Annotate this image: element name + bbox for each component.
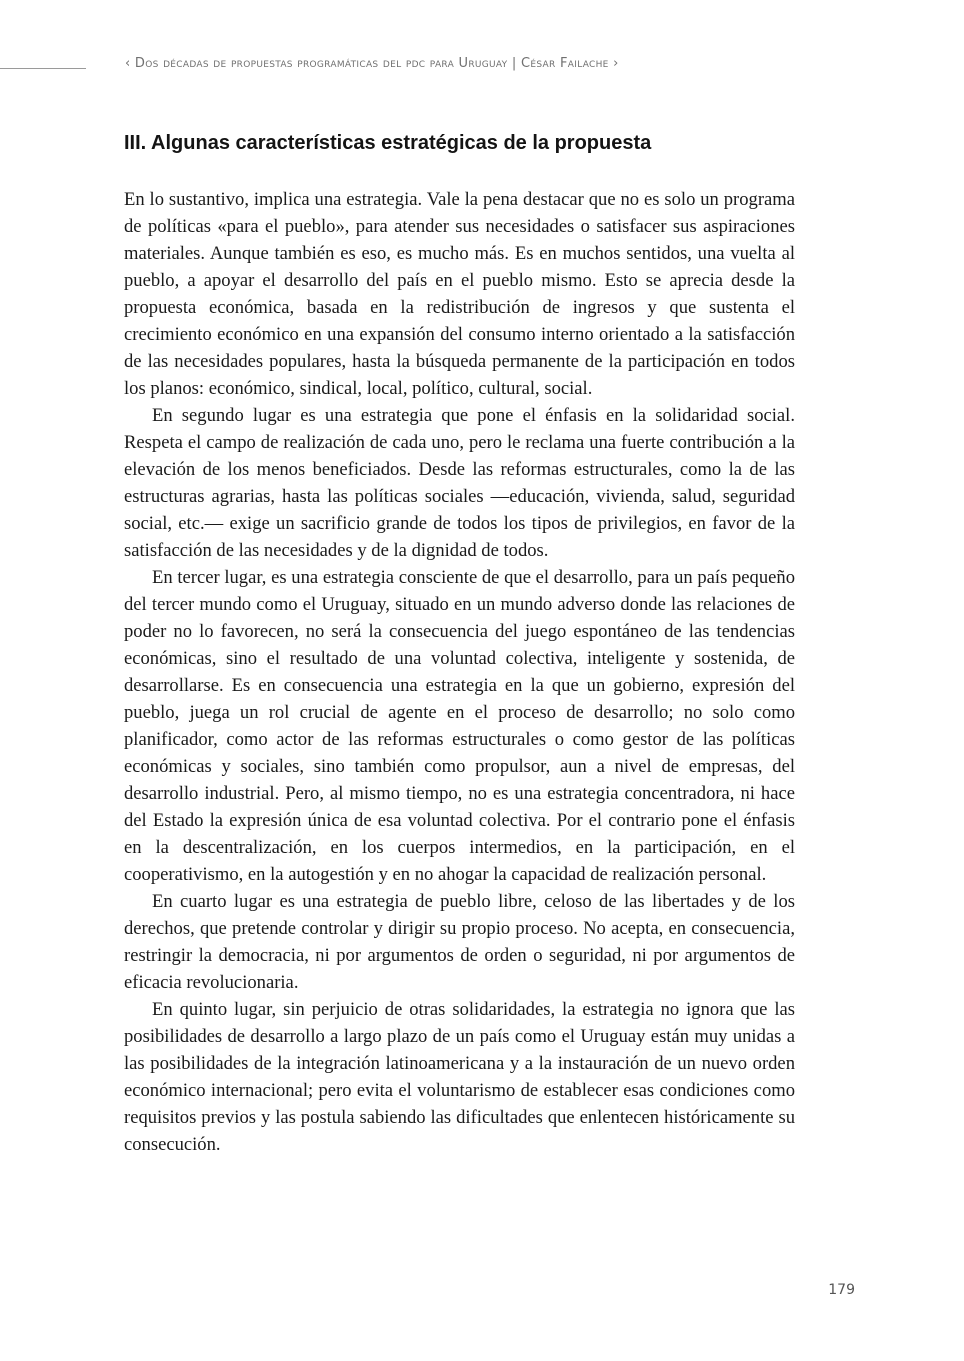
body-text <box>124 186 795 1158</box>
paragraph-4: En cuarto lugar es una estrategia de pueblo libre, celoso de las libertades y de los derechos, que pretende controlar y dirigir su propio proceso. No acepta, en consecuencia, restringir la democracia, ni por argumentos de orden o seguridad, ni por argumentos de eficacia revolucionaria. <box>124 891 795 993</box>
paragraph-2: En segundo lugar es una estrategia que pone el énfasis en la solidaridad social. Respeta el campo de realización de cada uno, pero le reclama una fuerte contribución a la elevación de los menos beneficiados. Desde las reformas estructurales, como la de las estructuras agrarias, hasta las políticas sociales —educación, vivienda, salud, seguridad social, etc.— exige un sacrificio grande de todos los tipos de privilegios, en favor de la satisfacción de las necesidades y de la dignidad de todos. <box>124 405 795 561</box>
section-title: III. Algunas características estratégicas de la propuesta <box>124 132 652 154</box>
paragraph-5: En quinto lugar, sin perjuicio de otras solidaridades, la estrategia no ignora que las posibilidades de desarrollo a largo plazo de un país como el Uruguay están muy unidas a las posibilidades de la integración latinoamericana y a la instauración de un nuevo orden económico internacional; pero evita el voluntarismo de establecer esas condiciones como requisitos previos y las postula sabiendo las dificultades que enlentecen históricamente su consecución. <box>124 999 795 1155</box>
paragraph-1: En lo sustantivo, implica una estrategia. Vale la pena destacar que no es solo un programa de políticas «para el pueblo», para atender sus necesidades o satisfacer sus aspiraciones materiales. Aunque también es eso, es mucho más. Es en muchos sentidos, una vuelta al pueblo, a apoyar el desarrollo del país en el pueblo mismo. Esto se aprecia desde la propuesta económica, basada en la redistribución de ingresos y que sustenta el crecimiento económico en una expansión del consumo interno orientado a la satisfacción de las necesidades populares, hasta la búsqueda permanente de la participación en todos los planos: económico, sindical, local, político, cultural, social. <box>124 189 795 399</box>
page-number: 179 <box>828 1282 855 1298</box>
header-rule <box>0 68 86 69</box>
running-header: ‹ Dos décadas de propuestas programáticas del pdc para Uruguay | César Failache › <box>125 56 619 71</box>
paragraph-3: En tercer lugar, es una estrategia consciente de que el desarrollo, para un país pequeño del tercer mundo como el Uruguay, situado en un mundo adverso donde las relaciones de poder no lo favorecen, no será la consecuencia del juego espontáneo de las tendencias económicas, sino el resultado de una voluntad colectiva, inteligente y sostenida, de desarrollarse. Es en consecuencia una estrategia en la que un gobierno, expresión del pueblo, juega un rol crucial de agente en el proceso de desarrollo; no solo como planificador, como actor de las reformas estructurales o como gestor de las políticas económicas y sociales, sino también como propulsor, aun a nivel de empresas, del desarrollo industrial. Pero, al mismo tiempo, no es una estrategia concentradora, ni hace del Estado la expresión única de esa voluntad colectiva. Por el contrario pone el énfasis en la descentralización, en los cuerpos intermedios, en la participación, en el cooperativismo, en la autogestión y en no ahogar la capacidad de realización personal. <box>124 567 795 885</box>
